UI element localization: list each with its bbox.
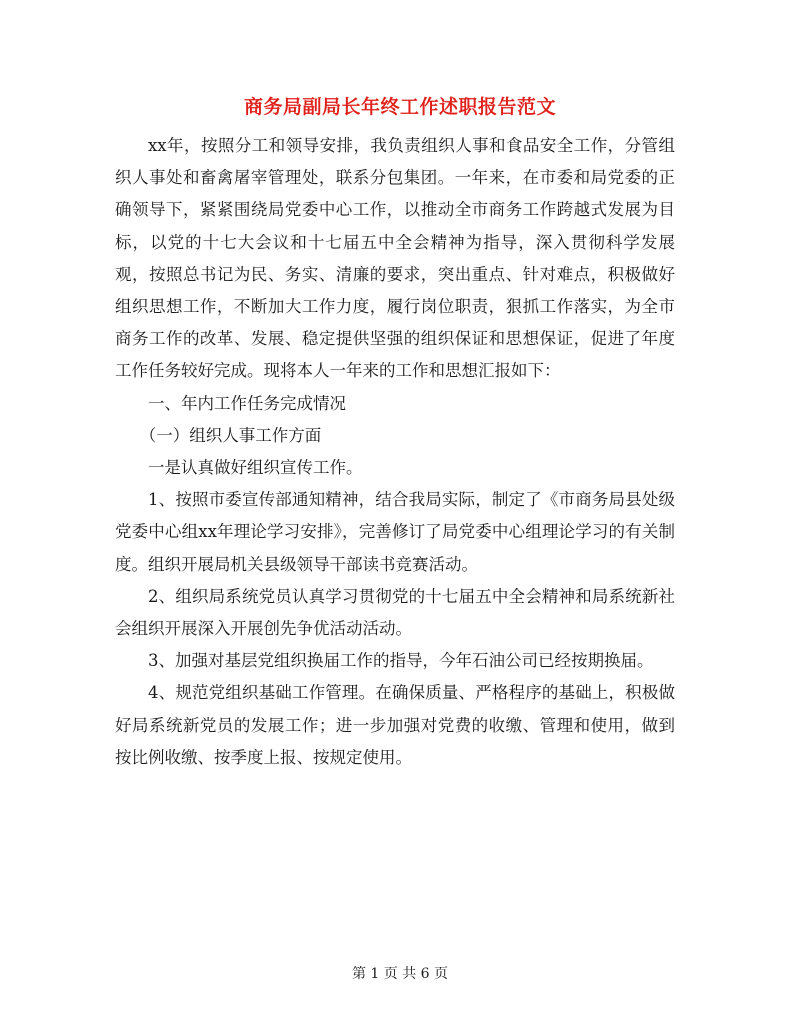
document-title: 商务局副局长年终工作述职报告范文 bbox=[243, 96, 556, 118]
item-paragraph-4: 4、规范党组织基础工作管理。在确保质量、严格程序的基础上，积极做好局系统新党员的发展工作；进一步加强对党费的收缴、管理和使用，做到按比例收缴、按季度上报、按规定使用。 bbox=[115, 683, 675, 767]
item-paragraph-2: 2、组织局系统党员认真学习贯彻党的十七届五中全会精神和局系统新社会组织开展深入开展创先争优活动活动。 bbox=[115, 586, 675, 639]
point-paragraph: 一是认真做好组织宣传工作。 bbox=[148, 458, 363, 478]
intro-paragraph: xx年，按照分工和领导安排，我负责组织人事和食品安全工作，分管组织人事处和畜禽屠宰管理处，联系分包集团。一年来，在市委和局党委的正确领导下，紧紧围绕局党委中心工作，以推动全市商务工作跨越式发展为目标，以党的十七大会议和十七届五中全会精神为指导，深入贯彻科学发展观，按照总书记为民、务实、清廉的要求，突出重点、针对难点，积极做好组织思想工作，不断加大工作力度，履行岗位职责，狠抓工作落实，为全市商务工作的改革、发展、稳定提供坚强的组织保证和思想保证，促进了年度工作任务较好完成。现将本人一年来的工作和思想汇报如下： bbox=[115, 136, 675, 381]
document-body bbox=[115, 130, 675, 774]
section-heading: 一、年内工作任务完成情况 bbox=[148, 393, 346, 413]
item-paragraph-1: 1、按照市委宣传部通知精神，结合我局实际，制定了《市商务局县处级党委中心组xx年理论学习安排》，完善修订了局党委中心组理论学习的有关制度。组织开展局机关县级领导干部读书竞赛活动。 bbox=[115, 490, 675, 574]
subsection-heading: （一）组织人事工作方面 bbox=[139, 425, 322, 445]
page-footer: 第 1 页 共 6 页 bbox=[351, 966, 449, 982]
item-paragraph-3: 3、加强对基层党组织换届工作的指导，今年石油公司已经按期换届。 bbox=[148, 651, 654, 671]
